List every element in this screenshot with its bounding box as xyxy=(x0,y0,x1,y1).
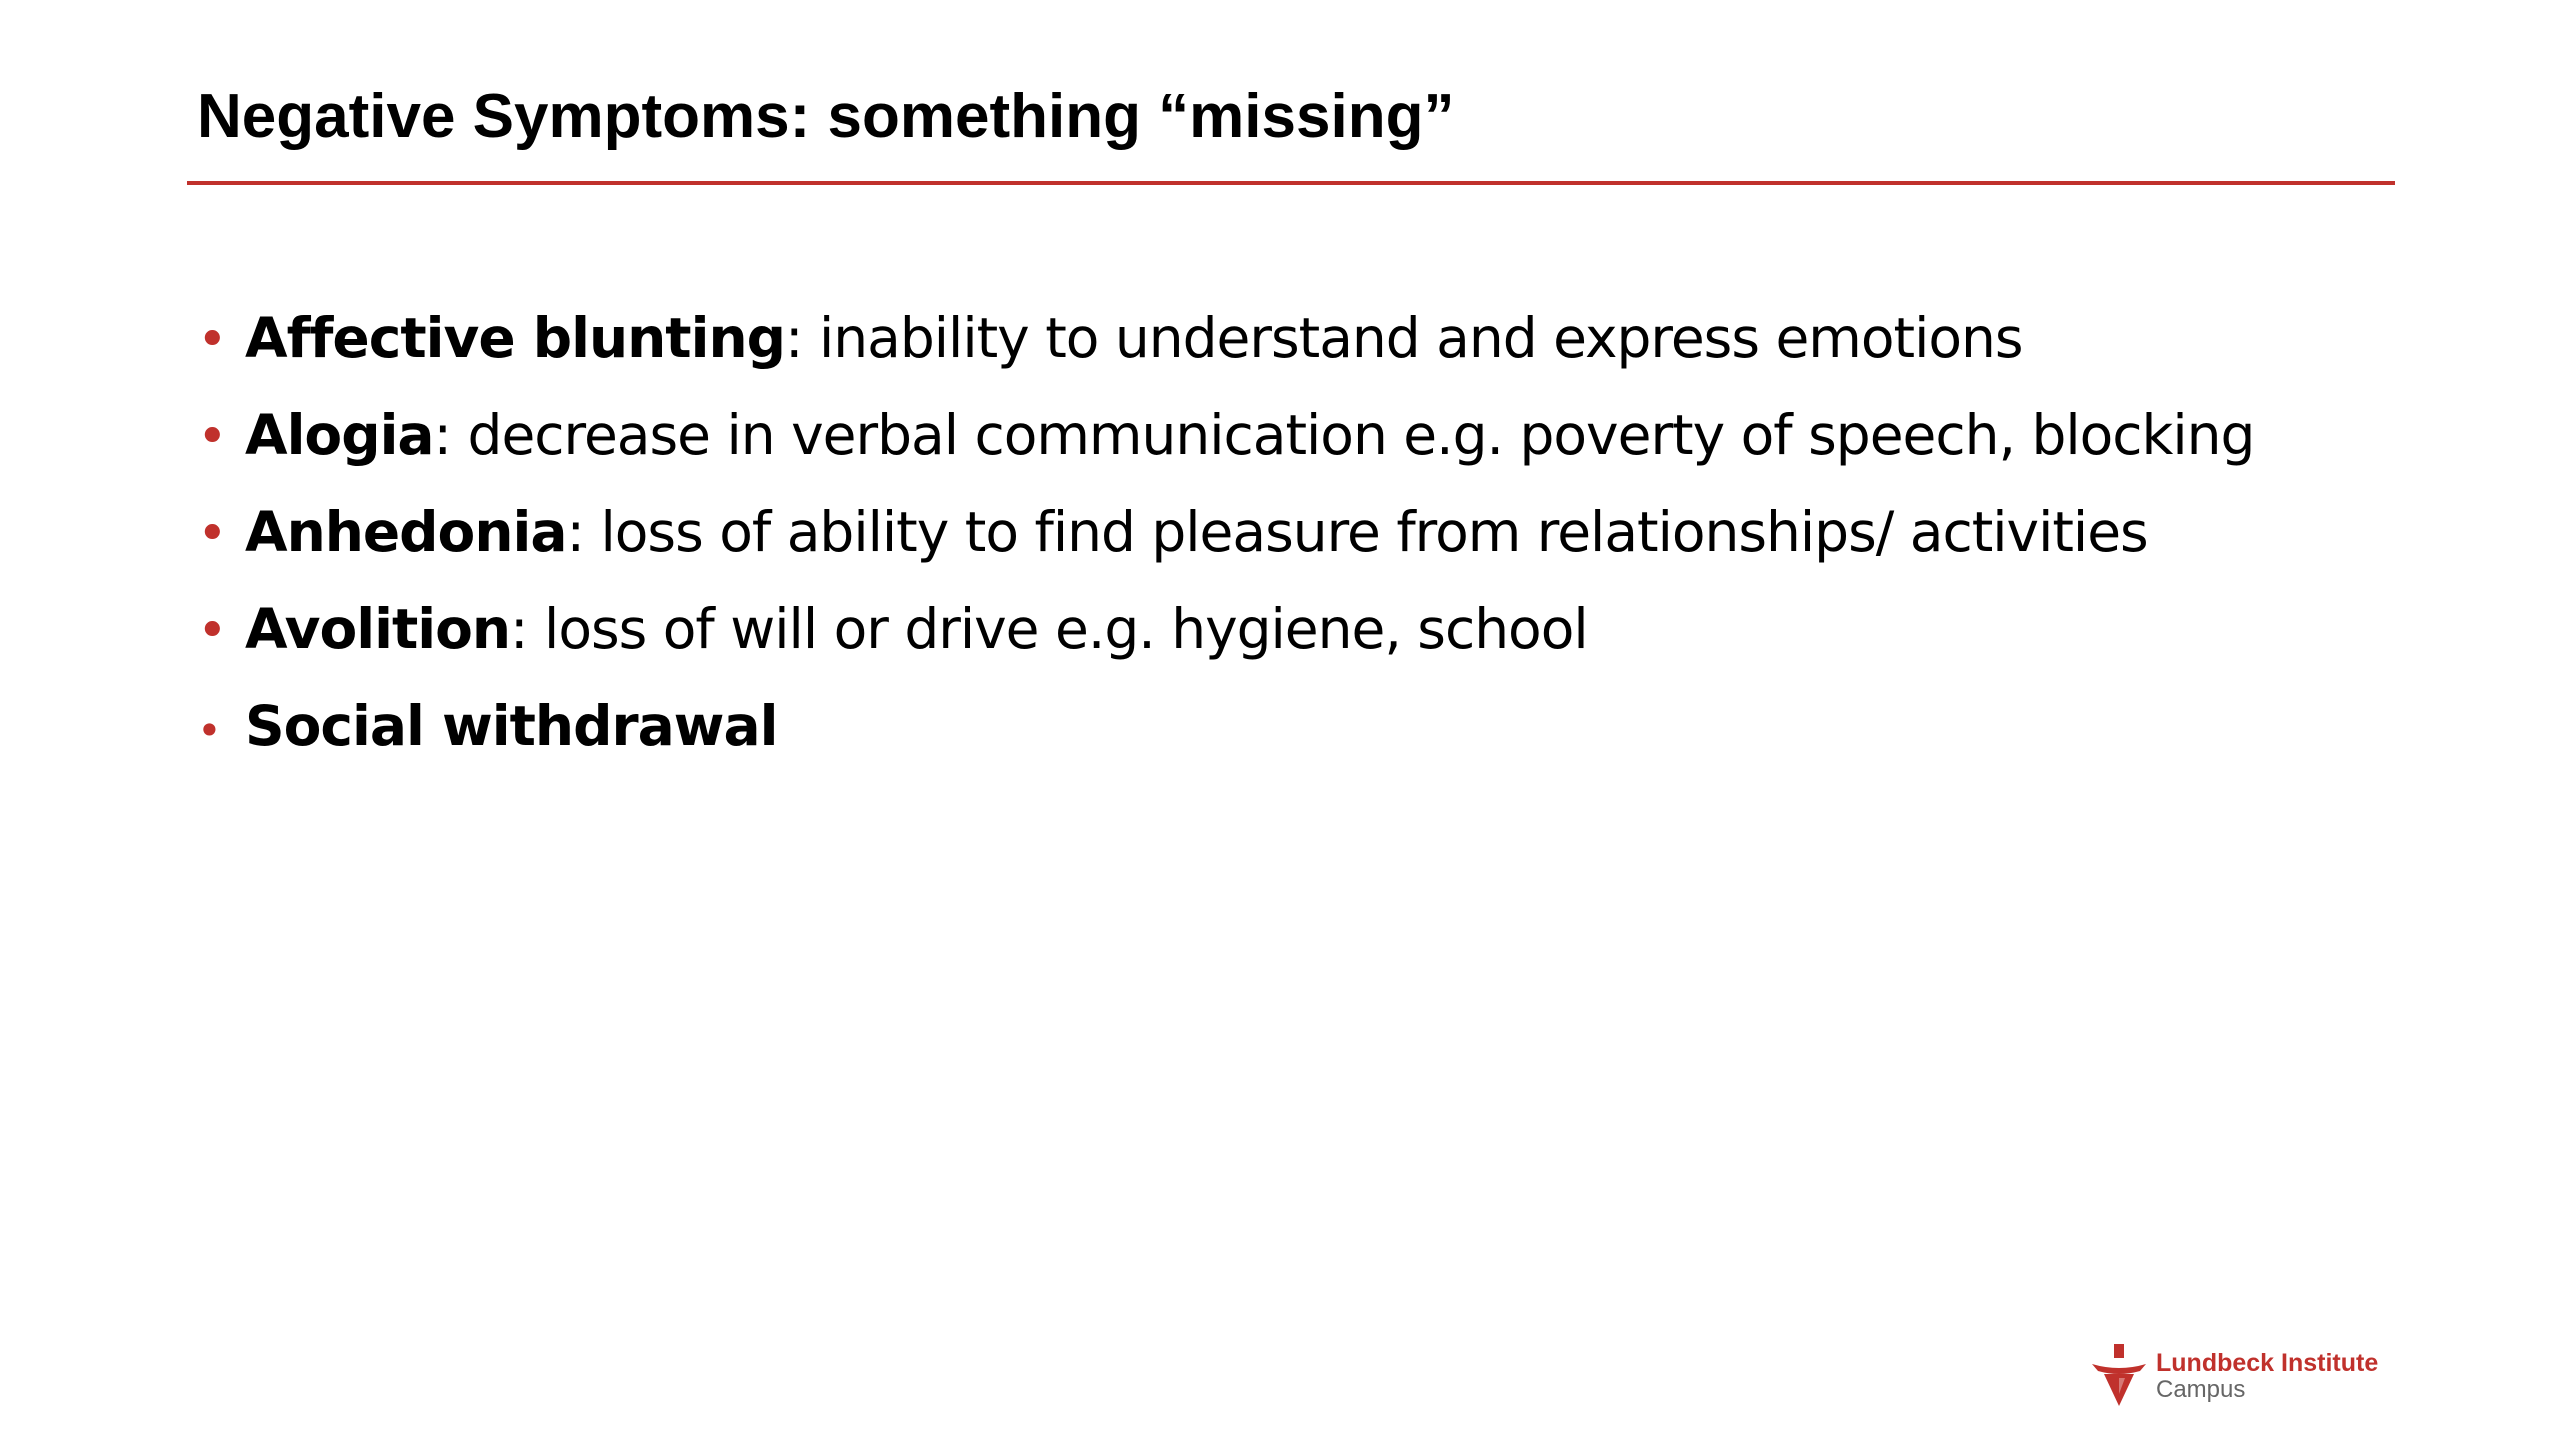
lundbeck-logo xyxy=(2090,1342,2420,1410)
bullet-term: Affective blunting xyxy=(245,306,785,370)
bullet-description: : loss of will or drive e.g. hygiene, school xyxy=(510,597,1588,661)
logo-subtitle: Campus xyxy=(2156,1376,2246,1403)
bullet-description: : loss of ability to find pleasure from relationships/ activities xyxy=(566,500,2148,564)
bullet-term: Social withdrawal xyxy=(245,694,778,758)
bullet-item xyxy=(197,387,2254,484)
bullet-item xyxy=(197,678,2254,775)
bullet-icon: • xyxy=(197,407,228,467)
bullet-term: Alogia xyxy=(245,403,434,467)
bullet-item xyxy=(197,581,2254,678)
bullet-item xyxy=(197,484,2254,581)
bullet-list xyxy=(197,290,2254,775)
logo-name: Lundbeck Institute xyxy=(2156,1349,2379,1377)
bullet-description: : decrease in verbal communication e.g. poverty of speech, blocking xyxy=(433,403,2255,467)
bullet-icon: • xyxy=(197,310,228,370)
bullet-item xyxy=(197,290,2254,387)
bullet-icon: • xyxy=(197,504,228,564)
title-divider xyxy=(187,181,2395,185)
bullet-description: : inability to understand and express emotions xyxy=(784,306,2023,370)
bullet-icon: • xyxy=(197,601,228,661)
lundbeck-logo-icon xyxy=(2090,1344,2148,1408)
slide-title: Negative Symptoms: something “missing” xyxy=(197,82,1455,151)
bullet-term: Avolition xyxy=(245,597,511,661)
bullet-icon: • xyxy=(197,706,222,755)
bullet-term: Anhedonia xyxy=(245,500,567,564)
